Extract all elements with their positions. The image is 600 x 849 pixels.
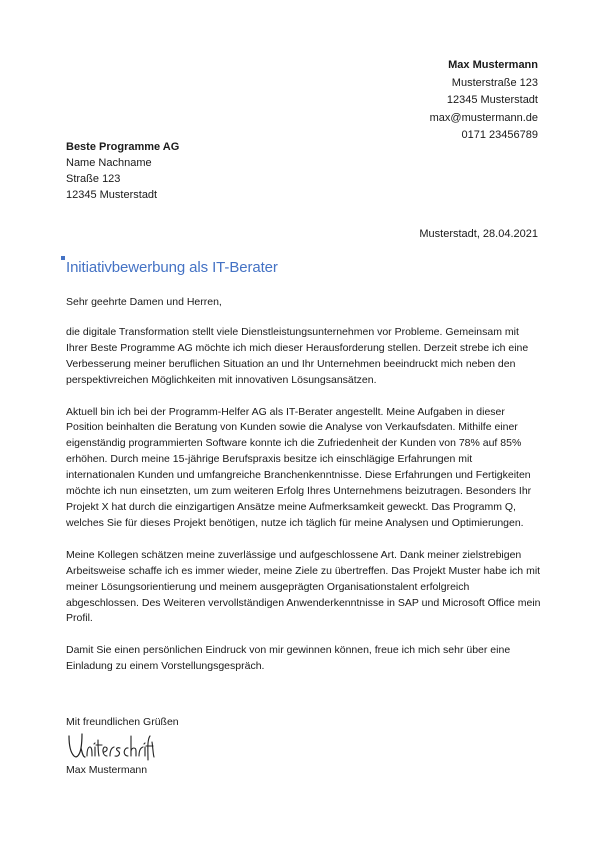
recipient-contact: Name Nachname (66, 157, 152, 169)
letter-subject: Initiativbewerbung als IT-Berater (66, 259, 278, 276)
recipient-company: Beste Programme AG (66, 141, 180, 153)
closing: Mit freundlichen Grüßen (66, 716, 179, 728)
handwritten-signature (66, 730, 156, 766)
body-paragraph: Meine Kollegen schätzen meine zuverlässige und aufgeschlossene Art. Dank meiner zielstrebigen Arbeitsweise schaffe ich es immer wieder, meine Ziele zu übertreffen. Das Projekt Muster habe ich mit meiner Lösungsorientierung und meinem ausgeprägten Organisationstalent erfolgreich abgeschlossen. Des Weiteren vervollständigen Anwenderkenntnisse in SAP und Microsoft Office mein Profil. (66, 548, 541, 625)
letter-date: Musterstadt, 28.04.2021 (419, 228, 538, 240)
body-paragraph: Damit Sie einen persönlichen Eindruck von mir gewinnen können, freue ich mich sehr über eine Einladung zu einem Vorstellungsgespräch. (66, 644, 511, 673)
sender-city: 12345 Musterstadt (446, 94, 538, 106)
sender-email: max@mustermann.de (429, 111, 538, 124)
sender-phone: 0171 23456789 (461, 129, 538, 141)
body-paragraph: die digitale Transformation stellt viele Dienstleistungsunternehmen vor Probleme. Gemeinsam mit Ihrer Beste Programme AG möchte ich mich dieser Herausforderung stellen. Derzeit strebe ich eine Verbesserung meiner beruflichen Situation an und Ihr Unternehmen beeindruckt mich neben den perspektivreichen Möglichkeiten mit innovativen Lösungsansätzen. (66, 325, 529, 386)
sender-name: Max Mustermann (448, 59, 538, 71)
recipient-block (66, 139, 179, 203)
subject-marker (61, 256, 65, 260)
recipient-city: 12345 Musterstadt (66, 189, 158, 201)
recipient-street: Straße 123 (66, 173, 121, 185)
letter-body (66, 295, 541, 691)
body-paragraph: Aktuell bin ich bei der Programm-Helfer AG als IT-Berater angestellt. Meine Aufgaben in dieser Position beinhalten die Beratung von Kunden sowie die Analyse von Verkaufsdaten. Mithilfe einer eigenständig programmierten Software konnte ich die Zufriedenheit der Kunden von 78% auf 85% erhöhen. Durch meine 15-jährige Berufspraxis besitze ich einschlägige Erfahrungen mit internationalen Kunden und umfangreiche Branchenkenntnisse. Diese Erfahrungen und Fertigkeiten möchte ich nun einsetzten, um zum weiteren Erfolg Ihres Unternehmens beizutragen. Besonders Ihr Projekt X hat durch die einzigartigen Ansätze meine Aufmerksamkeit geweckt. Das Programm Q, welches Sie für dieses Projekt benötigen, nutze ich täglich für meine Analysen und Optimierungen. (66, 405, 532, 529)
salutation: Sehr geehrte Damen und Herren, (66, 296, 222, 308)
sender-street: Musterstraße 123 (451, 76, 538, 89)
signer-name: Max Mustermann (66, 764, 148, 776)
sender-block (430, 57, 538, 145)
